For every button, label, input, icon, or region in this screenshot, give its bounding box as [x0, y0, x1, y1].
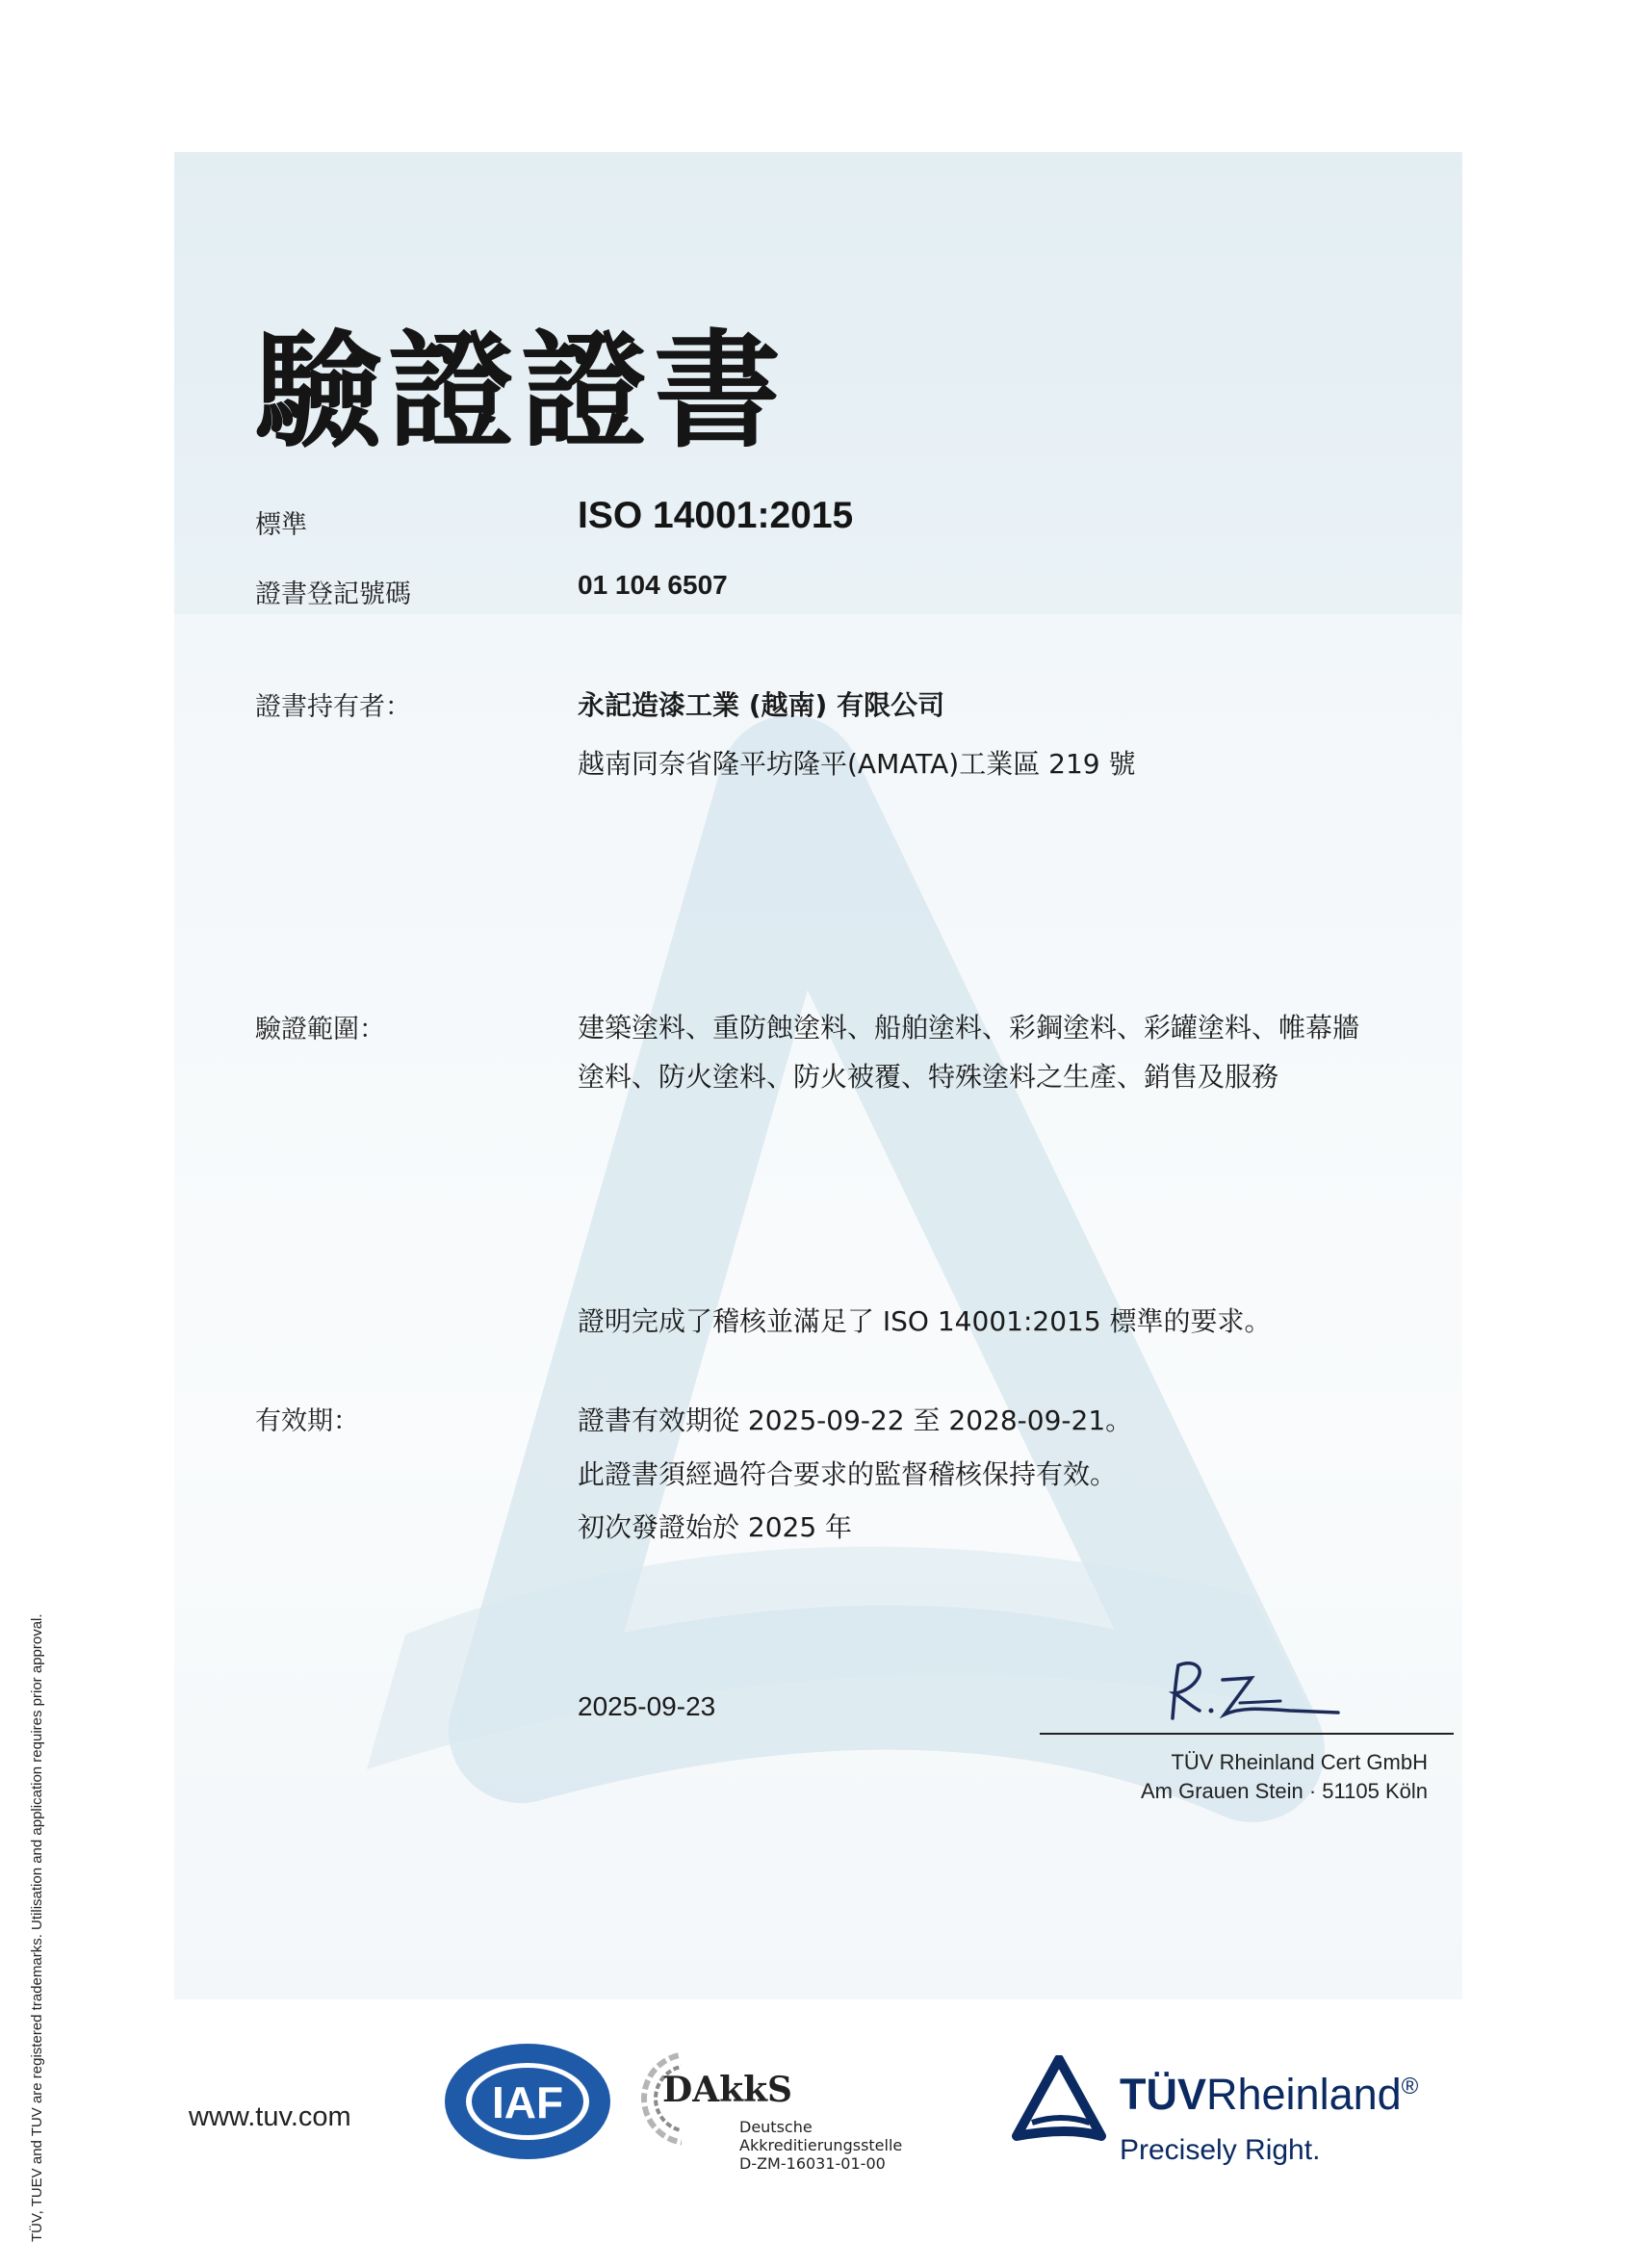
trademark-note: TÜV, TUEV and TUV are registered trademarks. Utilisation and application requires prior approval. [29, 1613, 45, 2242]
website-link[interactable]: www.tuv.com [189, 2101, 351, 2132]
dakks-line-1: Deutsche [739, 2118, 813, 2136]
validity-line-1: 證書有效期從 2025-09-22 至 2028-09-21。 [578, 1404, 1133, 1436]
scope-line-1: 建築塗料、重防蝕塗料、船舶塗料、彩鋼塗料、彩罐塗料、帷幕牆 [578, 1012, 1360, 1044]
dakks-name: DAkkS [662, 2070, 793, 2110]
tuv-triangle-logo [1011, 2055, 1107, 2142]
tuv-tagline: Precisely Right. [1120, 2134, 1321, 2166]
validity-line-3: 初次發證始於 2025 年 [578, 1511, 853, 1543]
dakks-line-3: D-ZM-16031-01-00 [739, 2154, 886, 2173]
iaf-logo [441, 2039, 614, 2164]
validity-line-2: 此證書須經過符合要求的監督稽核保持有效。 [578, 1458, 1118, 1490]
holder-name: 永記造漆工業 (越南) 有限公司 [578, 689, 945, 721]
tuv-brand-bold: TÜV [1120, 2070, 1206, 2119]
standard-label: 標準 [255, 510, 307, 540]
dakks-line-2: Akkreditierungsstelle [739, 2136, 903, 2154]
scope-line-2: 塗料、防火塗料、防火被覆、特殊塗料之生產、銷售及服務 [578, 1061, 1279, 1093]
iaf-logo-text: IAF [491, 2077, 564, 2127]
issuer-name: TÜV Rheinland Cert GmbH [1171, 1750, 1428, 1774]
conformity-statement: 證明完成了稽核並滿足了 ISO 14001:2015 標準的要求。 [578, 1305, 1272, 1337]
certificate-title: 驗證證書 [255, 318, 787, 466]
holder-address: 越南同奈省隆平坊隆平(AMATA)工業區 219 號 [578, 748, 1136, 780]
scope-label: 驗證範圍： [255, 1015, 385, 1044]
standard-value: ISO 14001:2015 [578, 495, 854, 536]
signature-image [1155, 1651, 1348, 1738]
registration-number: 01 104 6507 [578, 570, 728, 600]
tuv-registered-mark: ® [1401, 2074, 1419, 2100]
holder-label: 證書持有者： [255, 692, 411, 722]
validity-label: 有效期： [255, 1406, 359, 1436]
tuv-brand-rest: Rheinland [1206, 2070, 1402, 2119]
issuer-address: Am Grauen Stein · 51105 Köln [1141, 1779, 1428, 1803]
signature-line [1040, 1733, 1454, 1735]
registration-label: 證書登記號碼 [255, 580, 411, 609]
issue-date: 2025-09-23 [578, 1691, 716, 1721]
tuv-brand [1120, 2070, 1418, 2120]
